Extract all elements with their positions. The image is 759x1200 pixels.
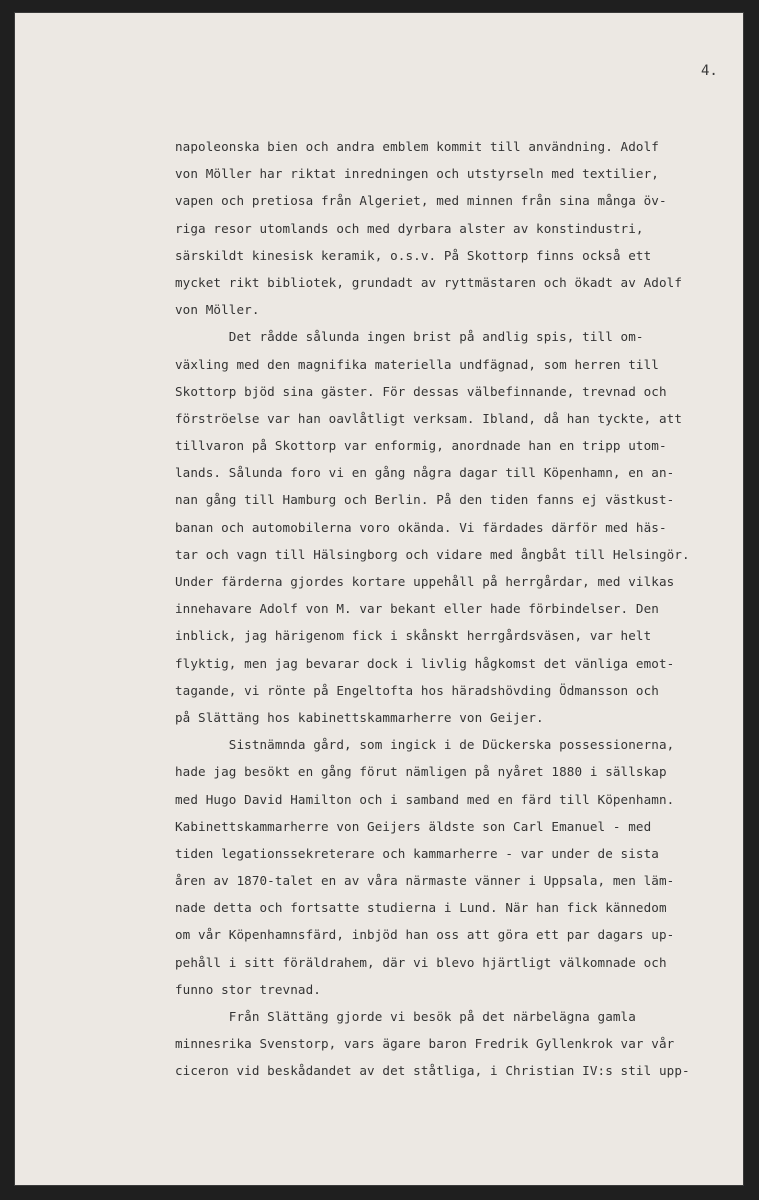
text-line: nade detta och fortsatte studierna i Lund. När han fick kännedom [175,900,667,916]
text-line: banan och automobilerna voro okända. Vi färdades därför med häs- [175,519,667,535]
text-line: minnesrika Svenstorp, vars ägare baron Fredrik Gyllenkrok var vår [175,1036,675,1052]
text-line: nan gång till Hamburg och Berlin. På den tiden fanns ej västkust- [175,492,675,508]
text-line: Under färderna gjordes kortare uppehåll på herrgårdar, med vilkas [175,574,675,589]
text-line: tar och vagn till Hälsingborg och vidare med ångbåt till Helsingör. [175,546,690,562]
text-line: förströelse var han oavlåtligt verksam. Ibland, då han tyckte, att [175,410,683,426]
text-line: napoleonska bien och andra emblem kommit till användning. Adolf [175,139,659,154]
document-page [14,12,744,1186]
text-line: på Slättäng hos kabinettskammarherre von Geijer. [175,709,544,725]
text-line: inblick, jag härigenom fick i skånskt herrgårdsväsen, var helt [175,628,652,644]
text-line: von Möller. [175,302,260,318]
text-line: tillvaron på Skottorp var enformig, anordnade han en tripp utom- [175,438,667,454]
text-line: tagande, vi rönte på Engeltofta hos häradshövding Ödmansson och [175,682,659,698]
text-line: Det rådde sålunda ingen brist på andlig spis, till om- [175,329,644,345]
text-line: Skottorp bjöd sina gäster. För dessas välbefinnande, trevnad och [175,383,667,399]
text-line: riga resor utomlands och med dyrbara alster av konstindustri, [175,220,644,236]
text-line: mycket rikt bibliotek, grundadt av ryttmästaren och ökadt av Adolf [175,274,683,290]
text-line: innehavare Adolf von M. var bekant eller hade förbindelser. Den [175,601,659,617]
text-line: von Möller har riktat inredningen och utstyrseln med textilier, [175,166,659,182]
text-line: Från Slättäng gjorde vi besök på det närbelägna gamla [175,1009,636,1024]
text-line: Sistnämnda gård, som ingick i de Dückerska possessionerna, [175,737,675,753]
text-line: flyktig, men jag bevarar dock i livlig hågkomst det vänliga emot- [175,655,675,671]
text-line: Kabinettskammarherre von Geijers äldste son Carl Emanuel - med [175,818,652,834]
text-line: om vår Köpenhamnsfärd, inbjöd han oss att göra ett par dagars up- [175,927,675,943]
text-line: ciceron vid beskådandet av det ståtliga, i Christian IV:s stil upp- [175,1063,690,1079]
text-line: tiden legationssekreterare och kammarherre - var under de sista [175,845,659,861]
body-text [175,133,744,1085]
text-line: åren av 1870-talet en av våra närmaste vänner i Uppsala, men läm- [175,873,675,889]
text-line: lands. Sålunda foro vi en gång några dagar till Köpenhamn, en an- [175,465,675,481]
text-line: växling med den magnifika materiella undfägnad, som herren till [175,356,659,372]
text-line: särskildt kinesisk keramik, o.s.v. På Skottorp finns också ett [175,247,652,263]
text-line: funno stor trevnad. [175,981,321,997]
text-line: pehåll i sitt föräldrahem, där vi blevo hjärtligt välkomnade och [175,954,667,970]
page-number: 4. [701,63,718,79]
text-line: med Hugo David Hamilton och i samband med en färd till Köpenhamn. [175,791,675,807]
text-line: hade jag besökt en gång förut nämligen på nyåret 1880 i sällskap [175,764,667,780]
text-line: vapen och pretiosa från Algeriet, med minnen från sina många öv- [175,193,667,209]
